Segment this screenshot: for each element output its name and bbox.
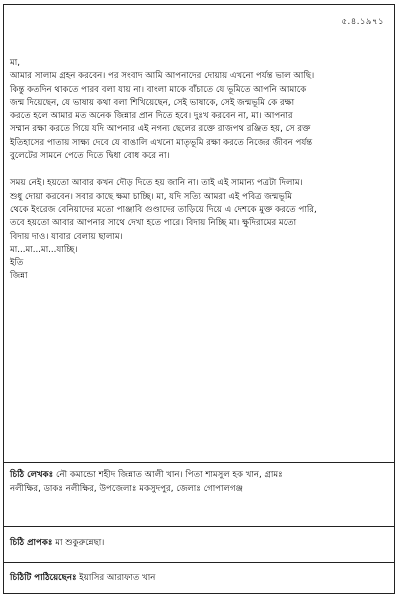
salutation: মা, (10, 58, 20, 68)
paragraph-1-line: ইতিহাসের পাতায় সাক্ষ্য দেবে যে বাঙালি এখনো মাতৃভূমি রক্ষা করতে নিজের জীবন পর্যন্ত (10, 137, 313, 148)
sender-value: ইয়াসির আরাফাত খান (79, 573, 156, 583)
paragraph-2 (10, 177, 388, 257)
letter-frame (3, 4, 395, 594)
paragraph-2-line: সময় নেই। হয়তো আবার কখন দৌড় দিতে হয় জানি না। তাই এই সামান্য পত্রটা দিলাম। (10, 178, 303, 189)
paragraph-1-line: বুলেটের সামনে পেতে দিতে দ্বিধা বোধ করে না। (10, 151, 170, 162)
letter-body (10, 57, 388, 284)
letter-date: ৫.৪.১৯৭১ (341, 17, 384, 27)
letter-section (4, 5, 394, 463)
paragraph-1-line: কিন্তু কতদিন থাকতে পারব বলা যায় না। বাংলা মাকে বাঁচাতে যে ভূমিতে আপনি আমাকে (10, 84, 307, 95)
paragraph-1 (10, 70, 388, 163)
paragraph-2-line: থেকে ইংরেজ বেনিয়াদের মতো পাঞ্জাবি গুণ্ডাদের তাড়িয়ে দিয়ে এ দেশকে মুক্ত করতে পারি, (10, 204, 317, 215)
receiver-label: চিঠি প্রাপকঃ (10, 538, 53, 548)
paragraph-2-line: বিদায় দাও। যাবার বেলায় ছালাম। (10, 231, 123, 242)
paragraph-1-line: সম্মান রক্ষা করতে গিয়ে যদি আপনার এই নগন্য ছেলের রক্তে রাজপথ রঞ্জিত হয়, সে রক্ত (10, 124, 311, 135)
paragraph-2-line: মা...মা...মা...যাচ্ছি। (10, 244, 78, 255)
writer-value-line2: নলীক্ষির, ডাকঃ নলীক্ষির, উপজেলাঃ মকসুদপুর, জেলাঃ গোপালগঞ্জ (10, 483, 243, 494)
writer-value-line1: নৌ কমান্ডো শহীদ জিন্নাত আলী খান। পিতা শামসুল হক খান, গ্রামঃ (56, 470, 283, 480)
letter-receiver-info (4, 527, 394, 563)
paragraph-2-line: শুধু দোয়া করবেন। সবার কাছে ক্ষমা চাচ্ছি। মা, যদি সত্যি আমরা এই পবিত্র জন্মভূমি (10, 191, 293, 202)
receiver-value: মা শুকুরুন্নেছা। (55, 538, 105, 548)
signature: জিন্না (10, 271, 28, 282)
letter-writer-info (4, 463, 394, 527)
paragraph-1-line: করতে হলে আমার মত অনেক জিন্নার প্রান দিতে হবে। দুঃখ করবেন না, মা। আপনার (10, 111, 293, 122)
paragraph-1-line: জন্ম দিয়েছেন, যে ভাষায় কথা বলা শিখিয়েছেন, সেই ভাষাকে, সেই জন্মভূমি কে রক্ষা (10, 97, 295, 108)
closing: ইতি (10, 258, 24, 269)
letter-sender-info (4, 563, 394, 595)
paragraph-2-line: তবে হয়তো আবার আপনার সাথে দেখা হতে পারে। বিদায় নিচ্ছি মা। ক্ষুদিরামের মতো (10, 218, 297, 229)
writer-label: চিঠি লেখকঃ (10, 470, 54, 480)
sender-label: চিঠিটি পাঠিয়েছেনঃ (10, 573, 77, 583)
paragraph-1-line: আমার সালাম গ্রহন করবেন। পর সংবাদ আমি আপনাদের দোয়ায় এখনো পর্যন্ত ভাল আছি। (10, 71, 315, 82)
